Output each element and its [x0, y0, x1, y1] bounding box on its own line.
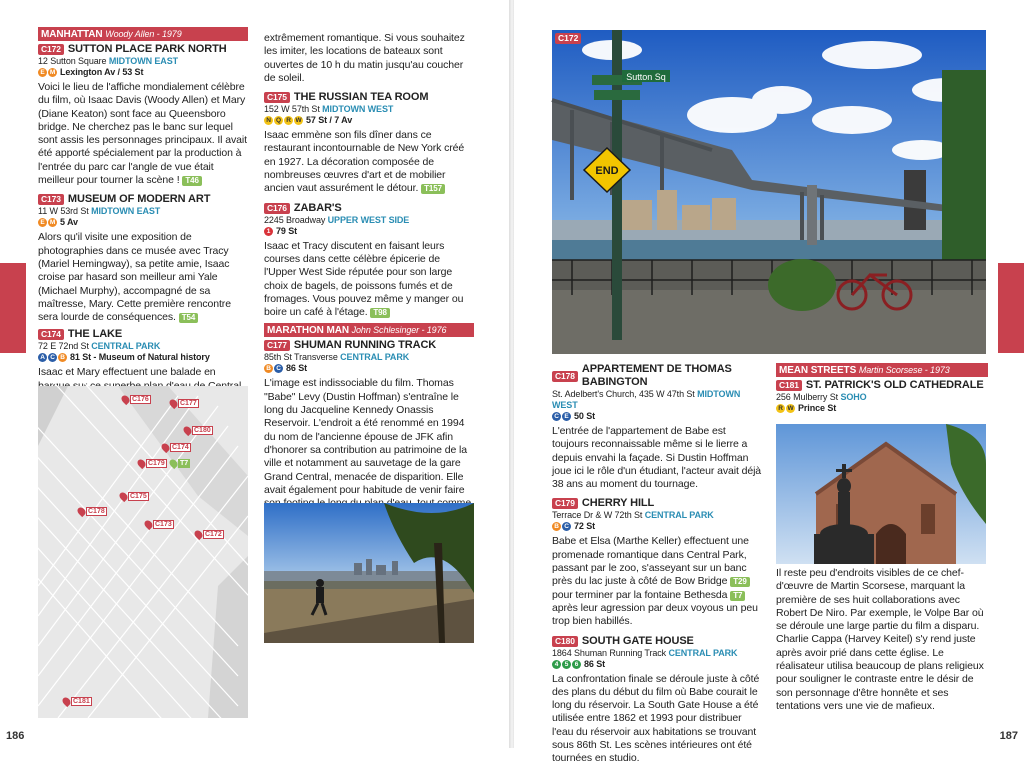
address: St. Adelbert's Church, 435 W 47th St — [552, 389, 695, 399]
cross-ref: T46 — [182, 176, 202, 186]
map-pin-green[interactable]: T7 — [170, 459, 190, 468]
station: 5 Av — [60, 217, 78, 228]
central-park-map — [38, 386, 248, 718]
metro-line-icon: E — [38, 218, 47, 227]
metro-info — [552, 521, 764, 532]
entry-text: L'image est indissociable du film. Thomas "Babe" Levy (Dustin Hoffman) s'entraîne le long du Jacqueline Kennedy Onassis Reservoir. L'endroit a été renommé en 1994 du nom de l'ancienne épouse de JFK afin d'honorer sa contribution au patrimoine de la ville et notamment au sauvetage de la gare Grand Central, menacée de disparition. Elle avait également pour habitude de venir faire — [264, 377, 467, 496]
film-title: MANHATTAN — [41, 29, 103, 40]
metro-info — [552, 411, 764, 422]
film-director: John Schlesinger - 1976 — [351, 325, 447, 336]
address: 152 W 57th St — [264, 104, 320, 115]
cross-ref: T157 — [421, 184, 445, 194]
entry-name: SOUTH GATE HOUSE — [581, 634, 694, 647]
entry-text: Isaac emmène son fils dîner dans ce restaurant incontournable de New York créé en 1927. La décoration composée de nombreuses œuvres d'art et de mobilier ancien vaut assurément le détour. — [264, 129, 465, 195]
map-pin[interactable]: C174 — [162, 443, 191, 452]
location-tag: C178 — [552, 371, 578, 382]
location-tag: C174 — [38, 329, 64, 340]
entry-name: CHERRY HILL — [581, 497, 655, 510]
neighborhood: CENTRAL PARK — [91, 341, 161, 352]
address: Terrace Dr & W 72th St — [552, 510, 643, 521]
station: 57 St / 7 Av — [306, 115, 353, 126]
metro-info — [552, 659, 764, 670]
map-pin[interactable]: C178 — [78, 507, 107, 516]
entry-text: Il reste peu d'endroits visibles de ce chef-d'œuvre de Martin Scorsese, marquant la première de ses huit collaborations avec Robert De Niro. Par exemple, le Volpe Bar où se déroule une large partie du film a disparu. Charlie Cappa (Harvey Keitel) s'y rend juste après avoir prié dans cette église. Le réalisateur utilisa beaucoup de plans religieux pour souligner le contraste entre le désir de son personnage d'être honnête et ses tentations vers une vie de mafieux. — [776, 567, 984, 712]
metro-line-icon: W — [295, 117, 302, 125]
right-edge-tab — [998, 263, 1024, 353]
entry-c172 — [38, 43, 248, 187]
entry-name: THE LAKE — [67, 328, 123, 341]
metro-line-icon: E — [562, 412, 571, 421]
station: 86 St — [584, 658, 606, 669]
station: 79 St — [276, 225, 298, 236]
entry-text: Isaac et Mary effectuent une balade en — [38, 366, 216, 379]
left-edge-tab — [0, 263, 26, 353]
entry-name: MUSEUM OF MODERN ART — [67, 193, 211, 206]
metro-line-icon: 1 — [264, 227, 273, 236]
film-title: MARATHON MAN — [267, 325, 349, 337]
map-pin[interactable]: C180 — [184, 426, 213, 435]
location-tag: C177 — [264, 340, 290, 351]
film-title: MEAN STREETS — [779, 365, 857, 376]
address: 1864 Shuman Running Track — [552, 647, 667, 658]
map-pin[interactable]: C179 — [138, 459, 167, 468]
location-tag: C175 — [264, 92, 290, 103]
cross-ref: T98 — [370, 308, 390, 318]
metro-line-icon: A — [38, 353, 47, 362]
metro-line-icon: C — [48, 353, 57, 362]
station: Prince St — [798, 403, 837, 413]
runner-reservoir-photo — [264, 503, 474, 643]
entry-text: Alors qu'il visite une exposition de photographies dans ce musée avec Tracy (Mariel Hemingway), sa petite amie, Isaac croise par hasard son meilleur ami Yale (Michael Murphy), accompagné de sa maîtresse, Mary. Cette première rencontre sera lourde de conséquences. — [38, 231, 231, 324]
right-column-1 — [552, 363, 764, 768]
entry-c173 — [38, 193, 248, 324]
entry-c180 — [552, 635, 764, 766]
metro-line-icon: B — [264, 364, 273, 373]
map-pin[interactable]: C176 — [122, 395, 151, 404]
cross-ref: T29 — [730, 577, 750, 587]
entry-name: APPARTEMENT DE THOMAS BABINGTON — [581, 363, 732, 388]
metro-info — [264, 115, 474, 126]
metro-line-icon: B — [552, 522, 561, 531]
location-tag: C181 — [776, 380, 802, 391]
entry-text: Isaac et Tracy discutent en faisant leurs courses dans cette célèbre épicerie de l'Upper West Side réputée pour son large choix de bagels, de poissons fumés et de fromages. Vous pouvez même y manger ou boire un café à l'étage. — [264, 239, 464, 319]
metro-line-icon: M — [49, 219, 56, 227]
station: Lexington Av / 53 St — [60, 67, 144, 77]
entry-name: SUTTON PLACE PARK NORTH — [67, 43, 227, 55]
cathedral-photo — [776, 424, 986, 564]
neighborhood: UPPER WEST SIDE — [327, 214, 410, 225]
neighborhood: CENTRAL PARK — [644, 510, 714, 521]
film-header-marathon-man — [264, 323, 474, 337]
location-tag: C180 — [552, 636, 578, 647]
metro-line-icon: N — [264, 116, 273, 125]
location-tag: C173 — [38, 194, 64, 205]
entry-text: Babe et Elsa (Marthe Keller) effectuent une promenade romantique dans Central Park, passant par le zoo, s'asseyant sur un banc près du lac juste à côté de Bow Bridge — [552, 535, 749, 588]
entry-name: ST. PATRICK'S OLD CATHEDRALE — [805, 379, 984, 391]
film-header-mean-streets — [776, 363, 988, 377]
address: 12 Sutton Square — [38, 56, 107, 66]
entry-name: ZABAR'S — [293, 201, 342, 214]
neighborhood: CENTRAL PARK — [340, 352, 410, 363]
entry-c181 — [776, 379, 988, 414]
film-header-manhattan — [38, 27, 248, 41]
page-number: 187 — [999, 730, 1018, 742]
continued-text: extrêmement romantique. Si vous souhaitez les imiter, les locations de bateaux sont ouvertes de 10 h du matin jusqu'au coucher de soleil. — [264, 32, 465, 84]
metro-line-icon: E — [38, 68, 47, 77]
photo-location-tag: C172 — [555, 33, 581, 44]
address: 11 W 53rd St — [38, 206, 89, 217]
entry-text: L'entrée de l'appartement de Babe est toujours reconnaissable même si le lierre a depuis envahi la façade. Si Dustin Hoffman joue ici le rôle d'un étudiant, l'acteur avait déjà 38 ans au moment du tournage. — [552, 425, 762, 491]
neighborhood: MIDTOWN EAST — [91, 206, 161, 217]
metro-line-icon: M — [49, 69, 56, 76]
metro-info — [38, 217, 248, 228]
neighborhood: CENTRAL PARK — [668, 647, 738, 658]
location-tag: C176 — [264, 203, 290, 214]
neighborhood: MIDTOWN WEST — [552, 389, 741, 410]
station: 50 St — [574, 411, 596, 421]
metro-line-icon: C — [562, 522, 571, 531]
map-pin[interactable]: C175 — [120, 492, 149, 501]
neighborhood: MIDTOWN EAST — [108, 56, 179, 66]
metro-line-icon: W — [787, 405, 794, 412]
map-pin[interactable]: C181 — [63, 697, 92, 706]
entry-text: pour terminer par la fontaine Bethesda — [552, 588, 728, 601]
left-page — [0, 0, 510, 748]
cross-ref: T54 — [179, 313, 199, 323]
station: 86 St — [286, 363, 308, 374]
entry-text: après leur agression par deux voyous un peu trop bien habillés. — [552, 601, 758, 628]
metro-line-icon: C — [552, 412, 561, 421]
metro-info — [264, 226, 474, 237]
entry-name: THE RUSSIAN TEA ROOM — [293, 91, 429, 104]
map-pin[interactable]: C177 — [170, 399, 199, 408]
map-pin[interactable]: C172 — [195, 530, 224, 539]
left-column-2 — [264, 32, 474, 579]
entry-name: SHUMAN RUNNING TRACK — [293, 339, 437, 352]
metro-line-icon: 5 — [562, 660, 571, 669]
film-director: Martin Scorsese - 1973 — [858, 365, 950, 375]
metro-line-icon: B — [58, 353, 67, 362]
entry-c176 — [264, 202, 474, 320]
map-pin[interactable]: C173 — [145, 520, 174, 529]
station: 72 St — [574, 521, 596, 532]
neighborhood: SOHO — [840, 392, 867, 402]
entry-c178 — [552, 363, 764, 491]
right-page — [514, 0, 1024, 765]
left-column-1 — [38, 27, 248, 408]
cross-ref: T7 — [730, 591, 745, 601]
station: 81 St - Museum of Natural history — [70, 352, 210, 363]
entry-c175 — [264, 91, 474, 195]
location-tag: C179 — [552, 498, 578, 509]
page-number: 186 — [6, 730, 25, 742]
metro-info — [264, 363, 474, 374]
address: 2245 Broadway — [264, 214, 326, 225]
street-sign-text: Sutton Sq — [626, 72, 666, 82]
entry-c179 — [552, 497, 764, 628]
entry-text: Voici le lieu de l'affiche mondialement célèbre du film, où Isaac Davis (Woody Allen) et Mary (Diane Keaton) sont face au Queensboro bridge. Ne cherchez pas le banc sur lequel sont assis les personnages principaux. Il avait été apporté spécialement par la production à l'entrée du parc car l'angle de vue était meilleur pour tourner la scène ! — [38, 81, 247, 187]
end-sign-text: END — [595, 165, 619, 177]
metro-info — [776, 403, 988, 414]
address: 72 E 72nd St — [38, 341, 89, 352]
metro-info — [38, 67, 248, 78]
metro-line-icon: 6 — [572, 660, 581, 669]
metro-line-icon: R — [284, 116, 293, 125]
metro-line-icon: C — [274, 364, 283, 373]
metro-info — [38, 352, 248, 363]
entry-text: La confrontation finale se déroule juste à côté des plans du début du film où Babe courait le long du réservoir. La South Gate House a été utilisée entre 1862 et 1993 pour distribuer l'eau du réservoir aux habitations se trouvant sous 86th St. Les scènes intérieures ont été tournées en studio. — [552, 672, 760, 765]
metro-line-icon: Q — [274, 116, 283, 125]
neighborhood: MIDTOWN WEST — [322, 104, 394, 115]
map-streets — [38, 386, 248, 718]
metro-line-icon: 4 — [552, 660, 561, 669]
sutton-place-bridge-photo — [552, 30, 986, 354]
address: 256 Mulberry St — [776, 392, 839, 402]
metro-line-icon: R — [776, 404, 785, 413]
location-tag: C172 — [38, 44, 64, 55]
address: 85th St Transverse — [264, 352, 338, 363]
film-director: Woody Allen - 1979 — [105, 29, 182, 39]
